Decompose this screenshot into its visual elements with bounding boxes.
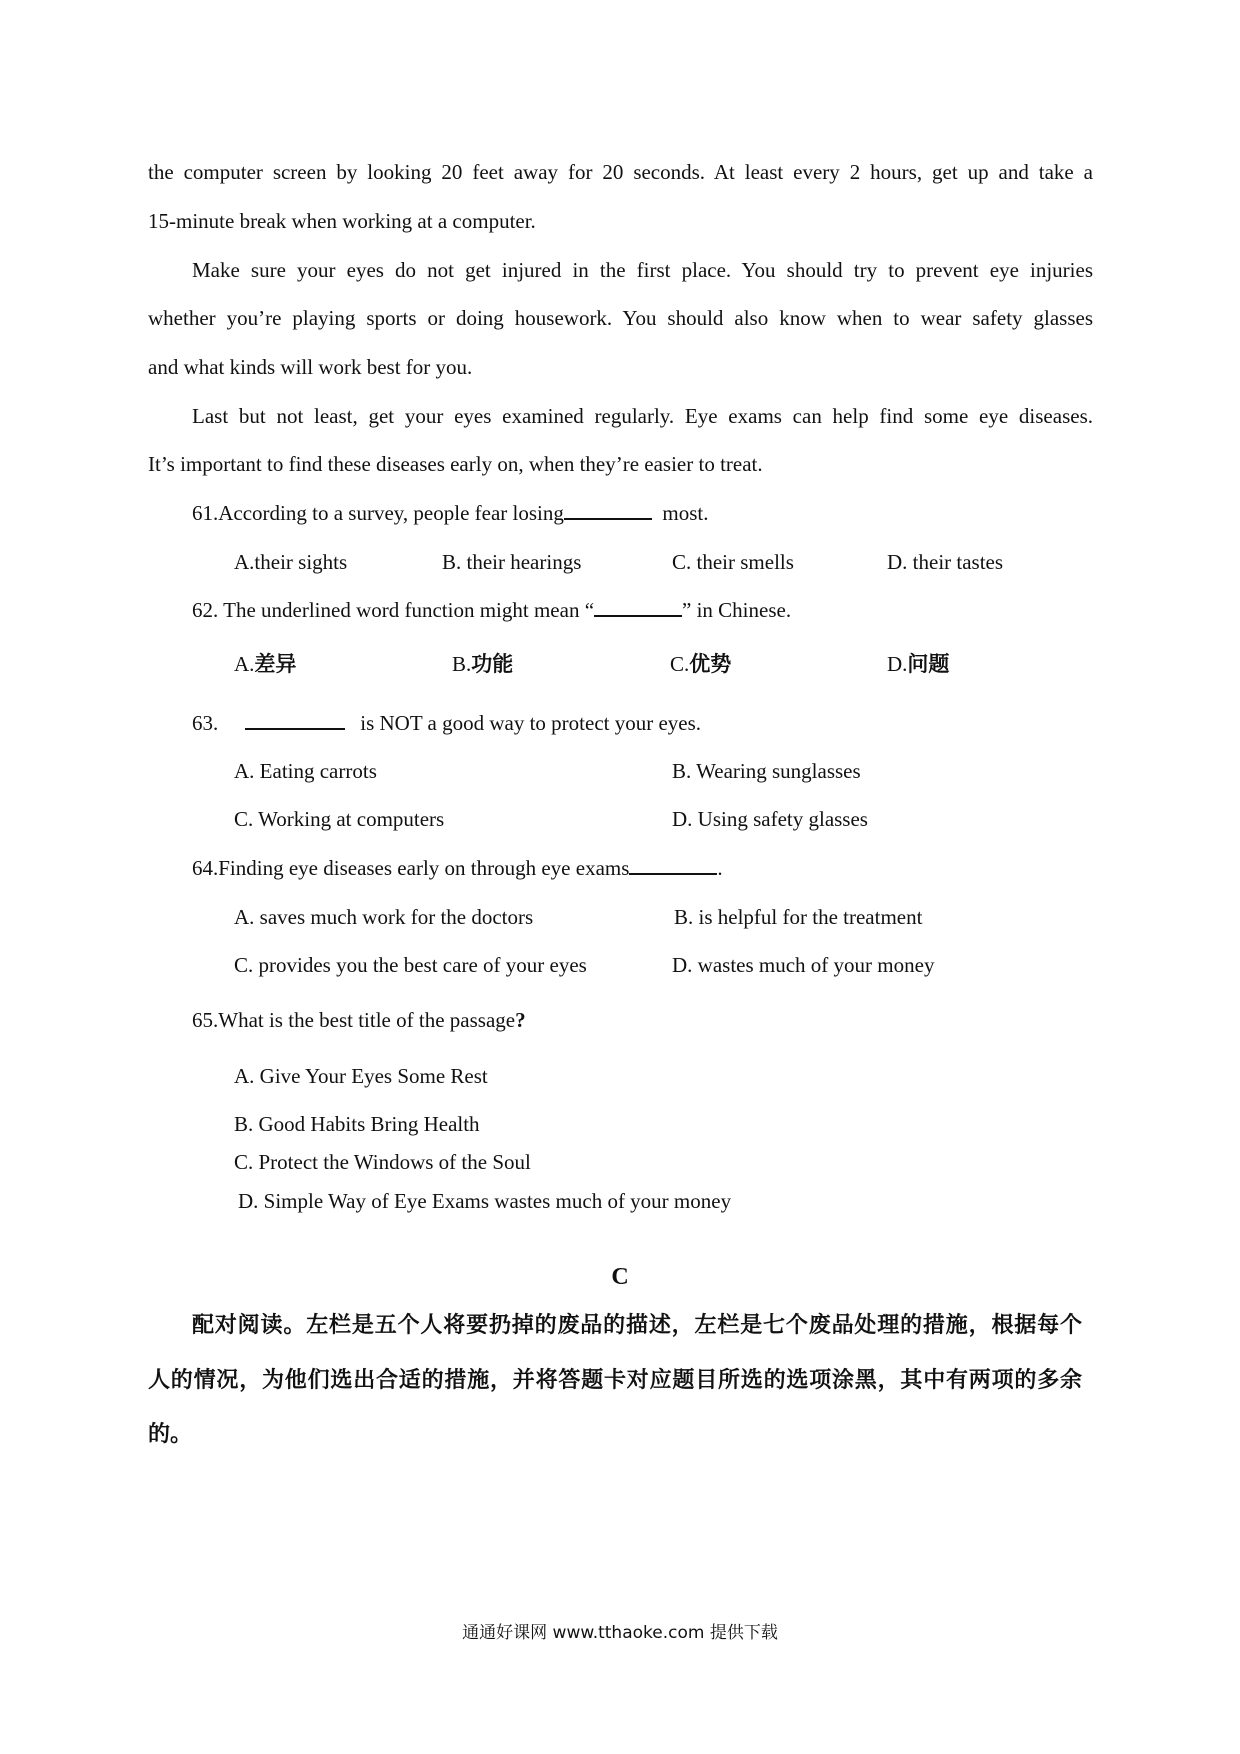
passage-line: the computer screen by looking 20 feet away for 20 seconds. At least every 2 hours, get up and take a <box>148 160 1093 184</box>
answer-blank <box>245 710 345 730</box>
option-a: A. saves much work for the doctors <box>234 905 534 929</box>
question-stem-text: 65.What is the best title of the passage <box>192 1008 516 1032</box>
question-stem-text: ” in Chinese. <box>682 598 792 622</box>
option-a <box>234 651 296 677</box>
passage-line: Last but not least, get your eyes examined regularly. Eye exams can help find some eye diseases. <box>192 404 1093 428</box>
question-stem-text: most. <box>662 501 709 525</box>
option-text: 优势 <box>689 652 732 676</box>
question-mark: ? <box>515 1008 526 1032</box>
option-text: 功能 <box>471 652 514 676</box>
option-c: C. Working at computers <box>234 807 445 831</box>
option-d: D. Using safety glasses <box>672 807 868 831</box>
option-letter: D. <box>887 652 908 676</box>
question-65-stem <box>192 1007 526 1033</box>
question-stem-text: is NOT a good way to protect your eyes. <box>360 711 702 735</box>
option-a: A. Give Your Eyes Some Rest <box>234 1064 488 1088</box>
option-a: A.their sights <box>234 550 348 574</box>
question-stem-text: 64.Finding eye diseases early on through eye exams <box>192 856 630 880</box>
question-61-stem <box>192 500 708 526</box>
instruction-line: 人的情况，为他们选出合适的措施，并将答题卡对应题目所选的选项涂黑，其中有两项的多余 <box>148 1368 1082 1393</box>
option-letter: A. <box>234 652 255 676</box>
question-stem-text: . <box>717 856 723 880</box>
question-62-stem <box>192 597 791 623</box>
answer-blank <box>629 855 717 875</box>
question-stem-text: 61.According to a survey, people fear losing <box>192 501 564 525</box>
option-d <box>887 651 949 677</box>
answer-blank <box>564 500 652 520</box>
option-d: D. wastes much of your money <box>672 953 935 977</box>
instruction-line: 配对阅读。左栏是五个人将要扔掉的废品的描述，左栏是七个废品处理的措施，根据每个 <box>192 1313 1082 1338</box>
section-heading: C <box>611 1264 629 1290</box>
option-letter: C. <box>670 652 690 676</box>
option-text: 差异 <box>254 652 297 676</box>
option-text: 问题 <box>907 652 950 676</box>
question-63-stem <box>192 710 701 736</box>
option-c <box>670 651 731 677</box>
option-d: D. their tastes <box>887 550 1004 574</box>
answer-blank <box>594 597 682 617</box>
passage-line: Make sure your eyes do not get injured in the first place. You should try to prevent eye injuries <box>192 258 1093 282</box>
question-number: 63. <box>192 711 219 735</box>
option-b: B. their hearings <box>442 550 582 574</box>
passage-line: and what kinds will work best for you. <box>148 355 473 379</box>
passage-line: whether you’re playing sports or doing housework. You should also know when to wear safety glasses <box>148 306 1093 330</box>
question-stem-text: 62. The underlined word function might mean “ <box>192 598 595 622</box>
option-b: B. is helpful for the treatment <box>674 905 923 929</box>
option-d: D. Simple Way of Eye Exams wastes much of your money <box>238 1189 732 1213</box>
option-c: C. their smells <box>672 550 794 574</box>
option-b: B. Good Habits Bring Health <box>234 1112 480 1136</box>
question-64-stem <box>192 855 723 881</box>
passage-line: It’s important to find these diseases early on, when they’re easier to treat. <box>148 452 763 476</box>
option-a: A. Eating carrots <box>234 759 377 783</box>
option-b: B. Wearing sunglasses <box>672 759 861 783</box>
option-b <box>452 651 513 677</box>
option-c: C. Protect the Windows of the Soul <box>234 1150 531 1174</box>
option-letter: B. <box>452 652 472 676</box>
page-footer: 通通好课网 www.tthaoke.com 提供下载 <box>462 1623 778 1643</box>
option-c: C. provides you the best care of your eyes <box>234 953 587 977</box>
passage-line: 15-minute break when working at a computer. <box>148 209 536 233</box>
instruction-line: 的。 <box>148 1422 193 1447</box>
